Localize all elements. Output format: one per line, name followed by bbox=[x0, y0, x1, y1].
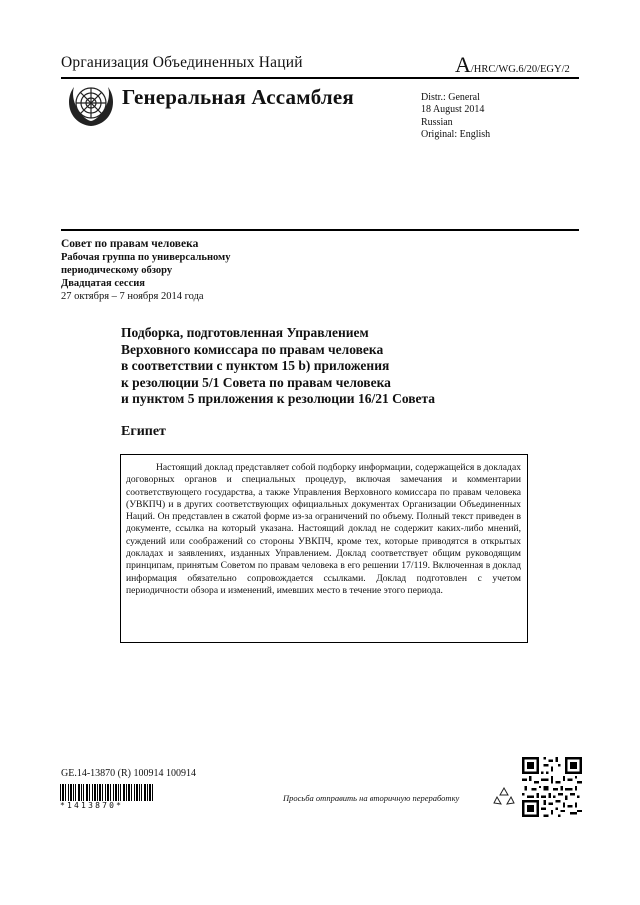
country-heading: Египет bbox=[121, 424, 166, 439]
qr-code bbox=[522, 757, 582, 817]
distribution-original: Original: English bbox=[421, 128, 491, 140]
document-symbol bbox=[455, 52, 570, 78]
recycle-icon bbox=[493, 786, 515, 806]
document-title bbox=[121, 325, 521, 408]
working-group-line2: периодическому обзору bbox=[61, 265, 173, 276]
title-line: и пунктом 5 приложения к резолюции 16/21 Совета bbox=[121, 391, 436, 406]
organization-name: Организация Объединенных Наций bbox=[61, 54, 303, 71]
council-name: Совет по правам человека bbox=[61, 238, 199, 250]
title-line: к резолюции 5/1 Совета по правам человека bbox=[121, 374, 391, 390]
title-line: Подборка, подготовленная Управлением bbox=[121, 325, 369, 340]
summary-box bbox=[120, 454, 528, 643]
session-dates: 27 октября – 7 ноября 2014 года bbox=[61, 291, 204, 302]
distribution-date: 18 August 2014 bbox=[421, 104, 485, 116]
distribution-block bbox=[421, 92, 490, 141]
body-name: Генеральная Ассамблея bbox=[122, 85, 354, 109]
job-number: GE.14-13870 (R) 100914 100914 bbox=[61, 768, 196, 779]
symbol-letter: A bbox=[455, 52, 471, 77]
summary-text: Настоящий доклад представляет собой подборку информации, содержащейся в докладах договорных органов и специальных процедур, включая замечания и комментарии соответствующего государства, а также Управления Верховного комиссара по правам человека (УВКПЧ) и в других соответствующих официальных документах Организации Объединенных Наций. Он представлен в сжатой форме из-за ограничений по объему. Полный текст приведен в документе, ссылка на который указана. Настоящий доклад не содержит каких-либо мнений, суждений или соображений со стороны УВКПЧ, кроме тех, которые приводятся в открытых докладах и заявлениях, изданных Управлением. Доклад соответствует общим руководящим принципам, принятым Советом по правам человека в его решении 17/119. Включенная в доклад информация обязательно сопровождается ссылками. Доклад подготовлен с учетом периодичности обзора и изменений, имевших место в течение этого периода. bbox=[126, 462, 521, 596]
title-line: Верховного комиссара по правам человека bbox=[121, 341, 384, 357]
un-emblem-icon bbox=[64, 81, 118, 129]
symbol-code: /HRC/WG.6/20/EGY/2 bbox=[470, 64, 570, 75]
section-rule bbox=[61, 229, 579, 231]
barcode bbox=[60, 784, 154, 801]
header-rule bbox=[61, 77, 579, 79]
working-group-line1: Рабочая группа по универсальному bbox=[61, 252, 231, 263]
session-name: Двадцатая сессия bbox=[61, 278, 145, 289]
title-line: в соответствии с пунктом 15 b) приложения bbox=[121, 358, 390, 373]
recycle-note: Просьба отправить на вторичную переработку bbox=[283, 793, 460, 803]
barcode-number: *1413870* bbox=[60, 801, 124, 810]
session-block bbox=[61, 238, 230, 303]
distribution-language: Russian bbox=[421, 116, 453, 128]
distribution-line: Distr.: General bbox=[421, 92, 480, 103]
